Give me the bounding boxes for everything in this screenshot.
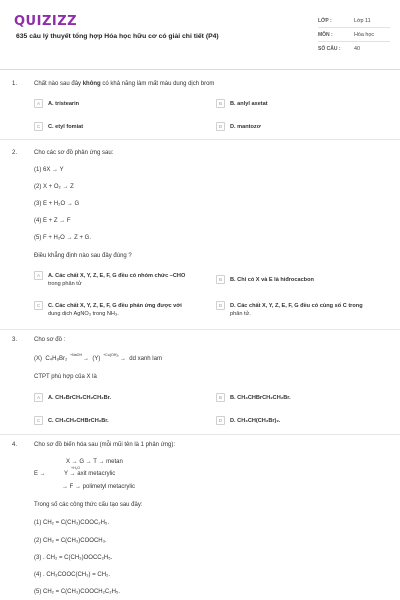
option-text: B. anlyl axetat bbox=[230, 101, 268, 107]
option-a[interactable] bbox=[34, 100, 79, 108]
quizizz-logo: QUIZIZZ bbox=[14, 14, 78, 29]
option-letter-box[interactable]: A bbox=[34, 393, 43, 402]
option-text: D. CH₃CH(CH₂Br)₂. bbox=[230, 418, 281, 424]
reaction-line: (1) 6X → Y bbox=[34, 167, 64, 173]
reaction-line: (4) E + Z → F bbox=[34, 218, 71, 224]
meta-key: SỐ CÂU : bbox=[318, 46, 341, 52]
option-letter-box[interactable]: B bbox=[216, 275, 225, 284]
option-letter-box[interactable]: A bbox=[34, 271, 43, 280]
formula-line: (1) CH₂ = C(CH₃)COOC₂H₅. bbox=[34, 520, 110, 526]
meta-table bbox=[318, 14, 390, 56]
option-text: C. Các chất X, Y, Z, E, F, G đều phản ứng được với dung dịch AgNO₃ trong NH₃. bbox=[48, 303, 182, 317]
scheme-line: Y → axit metacrylic bbox=[64, 471, 116, 477]
option-letter-box[interactable]: D bbox=[216, 416, 225, 425]
option-b[interactable] bbox=[216, 276, 314, 284]
formula-line: (3) . CH₂ = C(CH₃)OOCC₂H₅. bbox=[34, 555, 113, 561]
meta-value: Hóa học bbox=[354, 31, 375, 38]
question-stem: Cho các sơ đồ phản ứng sau: bbox=[34, 150, 114, 156]
option-text: B. Chỉ có X và E là hiđrocacbon bbox=[230, 277, 314, 283]
scheme-e: E → bbox=[34, 471, 46, 477]
question-number: 2. bbox=[12, 150, 18, 156]
option-letter-box[interactable]: C bbox=[34, 122, 43, 131]
meta-key: MÔN : bbox=[318, 31, 333, 38]
question-stem: Cho sơ đồ : bbox=[34, 337, 66, 343]
scheme-line: → F → polimetyl metacrylic bbox=[62, 484, 136, 490]
option-letter-box[interactable]: B bbox=[216, 99, 225, 108]
reaction-line: (3) E + H₂O → G bbox=[34, 201, 80, 207]
meta-row-class bbox=[318, 14, 390, 28]
option-a[interactable] bbox=[34, 272, 185, 288]
meta-value: Lớp 11 bbox=[354, 17, 371, 24]
meta-row-subject bbox=[318, 28, 390, 42]
option-c[interactable] bbox=[34, 417, 109, 425]
scheme-reagent: +H₂O bbox=[71, 466, 80, 470]
question-number: 4. bbox=[12, 442, 18, 448]
document-title: 635 câu lý thuyết tổng hợp Hóa học hữu cơ có giải chi tiết (P4) bbox=[16, 33, 219, 40]
reaction-scheme: (X) C₄H₈Br₂ $^{+NaOH}$→ (Y) $^{+Cu(OH)_2}$→ dd xanh lam bbox=[34, 353, 162, 362]
question-prompt: Trong số các công thức cấu tạo sau đây: bbox=[34, 502, 143, 508]
option-letter-box[interactable]: D bbox=[216, 301, 225, 310]
option-letter-box[interactable]: A bbox=[34, 99, 43, 108]
option-text: C. etyl fomiat bbox=[48, 124, 84, 130]
meta-row-count bbox=[318, 42, 390, 56]
formula-line: (2) CH₂ = C(CH₃)COOCH₃. bbox=[34, 538, 107, 544]
option-d[interactable] bbox=[216, 302, 363, 318]
meta-value: 40 bbox=[354, 46, 360, 52]
option-text: D. mantozơ bbox=[230, 124, 261, 130]
question-stem: Chất nào sau đây không có khả năng làm mất màu dung dịch brom bbox=[34, 81, 215, 87]
option-c[interactable] bbox=[34, 123, 83, 131]
option-d[interactable] bbox=[216, 123, 261, 131]
scheme-line: X → G → T → metan bbox=[66, 459, 123, 465]
option-text: C. CH₃CH₂CHBrCH₂Br. bbox=[48, 418, 109, 424]
reaction-line: (5) F + H₂O → Z + G. bbox=[34, 235, 92, 241]
question-number: 3. bbox=[12, 337, 18, 343]
option-letter-box[interactable]: D bbox=[216, 122, 225, 131]
formula-line: (4) . CH₃COOC(CH₃) = CH₂. bbox=[34, 572, 111, 578]
question-stem: Cho sơ đồ biến hóa sau (mỗi mũi tên là 1 phản ứng): bbox=[34, 442, 176, 448]
question-divider bbox=[0, 434, 400, 435]
document-header bbox=[0, 0, 400, 70]
question-prompt: CTPT phù hợp của X là bbox=[34, 374, 97, 380]
option-text: B. CH₃CHBrCH₂CH₂Br. bbox=[230, 395, 291, 401]
option-a[interactable] bbox=[34, 394, 111, 402]
option-letter-box[interactable]: C bbox=[34, 301, 43, 310]
question-number: 1. bbox=[12, 81, 18, 87]
option-b[interactable] bbox=[216, 394, 291, 402]
question-divider bbox=[0, 139, 400, 140]
option-letter-box[interactable]: B bbox=[216, 393, 225, 402]
meta-key: LỚP : bbox=[318, 17, 332, 24]
option-letter-box[interactable]: C bbox=[34, 416, 43, 425]
reaction-line: (2) X + O₂ → Z bbox=[34, 184, 74, 190]
option-text: A. tristearin bbox=[48, 101, 80, 107]
option-text: A. CH₂BrCH₂CH₂CH₂Br. bbox=[48, 395, 112, 401]
question-divider bbox=[0, 329, 400, 330]
option-b[interactable] bbox=[216, 100, 268, 108]
option-c[interactable] bbox=[34, 302, 182, 318]
option-text: A. Các chất X, Y, Z, E, F, G đều có nhóm chức –CHO trong phân tử bbox=[48, 273, 186, 287]
option-d[interactable] bbox=[216, 417, 280, 425]
option-text: D. Các chất X, Y, Z, E, F, G đều có cùng số C trong phân tử. bbox=[230, 303, 363, 317]
question-prompt: Điều khẳng định nào sau đây đúng ? bbox=[34, 253, 132, 259]
formula-line: (5) CH₂ = C(CH₃)COOCH₂C₂H₅. bbox=[34, 589, 121, 595]
